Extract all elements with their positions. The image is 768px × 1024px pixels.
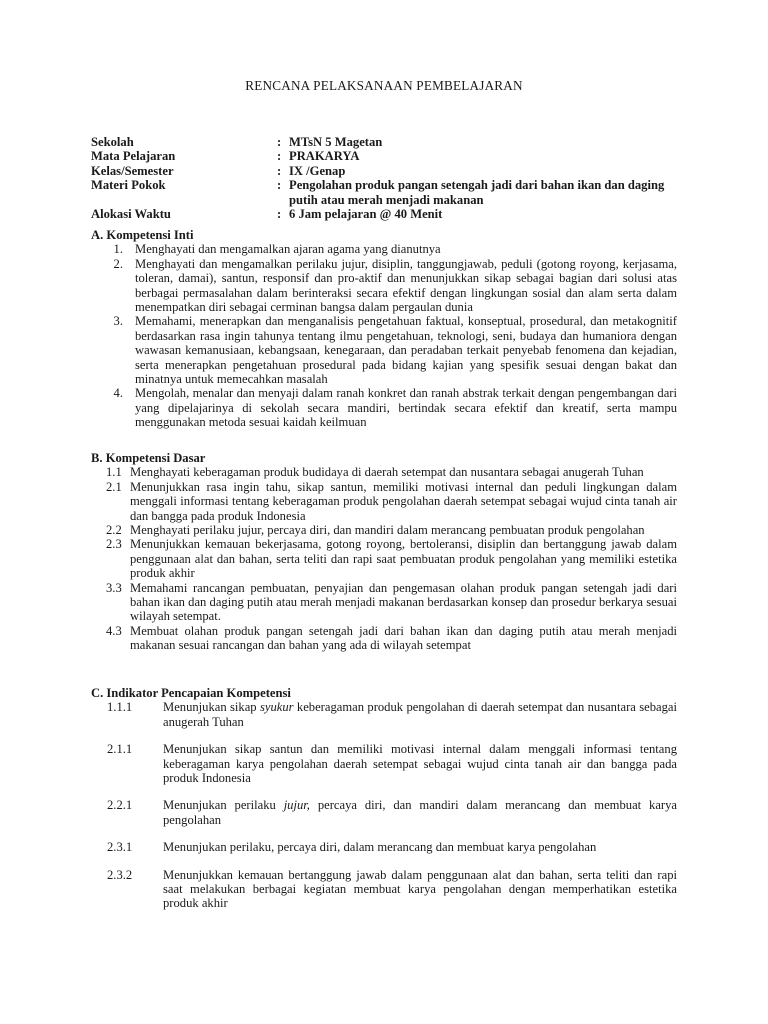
list-number: 2.1.1 [107,742,133,757]
list-number: 2.3.1 [107,840,133,855]
section-heading: A. Kompetensi Inti [91,228,194,242]
text-run: Menunjukan perilaku, percaya diri, dalam merancang dan membuat karya pengolahan [163,840,597,855]
list-text: Menghayati dan mengamalkan ajaran agama yang dianutnya [135,242,441,257]
list-text: Menunjukkan kemauan bekerjasama, gotong royong, bertoleransi, disiplin dan bertanggung jawab dalam penggunaan alat dan bahan, serta teliti dan rapi saat pembuatan produk pengolahan yang memiliki estetika produk akhir [130,537,677,581]
meta-colon: : [277,178,282,193]
meta-colon: : [277,163,282,178]
list-text: Menghayati perilaku jujur, percaya diri, dan mandiri dalam merancang pembuatan produk pengolahan [130,523,645,538]
meta-label: Materi Pokok [91,178,166,193]
italic-word: jujur, [283,798,310,813]
list-number: 2.1 [106,479,122,494]
section-heading: C. Indikator Pencapaian Kompetensi [91,686,291,700]
list-number: 1. [113,242,123,257]
list-text [163,868,677,911]
section-kompetensi-dasar [91,451,677,653]
list-text [163,840,677,854]
meta-row-class [91,164,691,178]
list-item [91,537,677,580]
section-heading: B. Kompetensi Dasar [91,451,206,465]
page-title: RENCANA PELAKSANAAN PEMBELAJARAN [245,78,523,93]
list-number: 3. [113,314,123,329]
list-item [91,257,677,315]
text-run: Menunjukan sikap santun dan memiliki motivasi internal dalam menggali informasi tentang keberagaman karya pengolahan daerah setempat sebagai wujud cinta tanah air dan bangga pada produk Indonesia [163,742,677,786]
list-number: 1.1 [106,465,122,480]
list-number: 2.2.1 [107,798,133,813]
list-text: Menghayati keberagaman produk budidaya di daerah setempat dan nusantara sebagai anugerah Tuhan [130,465,644,480]
meta-colon: : [277,149,282,164]
meta-value: Pengolahan produk pangan setengah jadi dari bahan ikan dan daging putih atau merah menjadi makanan [289,178,665,207]
list-number: 2.3.2 [107,867,133,882]
list-item [91,465,677,479]
list-number: 2.3 [106,537,122,552]
text-run: Menunjukan perilaku [163,798,284,813]
list-text: Menghayati dan mengamalkan perilaku jujur, disiplin, tanggungjawab, peduli (gotong royong, kerjasama, toleran, damai), santun, responsif dan pro-aktif dan menunjukkan sikap sebagai bagian dari solusi atas berbagai permasalahan dalam berinteraksi secara efektif dengan lingkungan sosial dan alam serta dalam menempatkan diri sebagai cerminan bangsa dalam pergaulan dunia [135,256,677,315]
list-item [91,798,677,827]
meta-value: 6 Jam pelajaran @ 40 Menit [289,207,443,222]
meta-colon: : [277,135,282,149]
meta-value: IX /Genap [289,163,346,178]
list-item [91,868,677,911]
meta-row-subject [91,149,691,163]
list-item [91,480,677,523]
meta-label: Kelas/Semester [91,163,174,178]
list-text: Menunjukkan rasa ingin tahu, sikap santun, memiliki motivasi internal dan peduli lingkungan dalam menggali informasi tentang keberagaman produk pengolahan daerah setempat sebagai wujud cinta tanah air dan bangga pada produk Indonesia [130,479,677,523]
list-item [91,624,677,653]
italic-word: syukur [259,700,294,715]
text-run: Menunjukkan kemauan bertanggung jawab dalam penggunaan alat dan bahan, serta teliti dan rapi saat melakukan berbagai kegiatan membuat karya pengolahan dengan memperhatikan estetika produk akhir [163,867,677,911]
text-run: percaya diri, dan mandiri dalam merancang dan membuat karya pengolahan [163,798,678,827]
list-item [91,242,677,256]
list-number: 2. [113,256,123,271]
meta-label: Sekolah [91,135,134,149]
section-indikator [91,686,677,924]
list-item [91,840,677,854]
list-text: Mengolah, menalar dan menyaji dalam ranah konkret dan ranah abstrak terkait dengan pengembangan dari yang dipelajarinya di sekolah secara mandiri, bertindak secara efektif dan kreatif, serta mampu menggunakan metoda sesuai kaidah keilmuan [135,386,677,430]
text-run: Menunjukan sikap [163,700,260,715]
meta-colon: : [277,207,282,222]
list-text [163,742,677,785]
list-item [91,700,677,729]
list-number: 4. [113,386,123,401]
list-number: 3.3 [106,580,122,595]
meta-row-school [91,135,691,149]
meta-row-topic [91,178,691,207]
list-text: Membuat olahan produk pangan setengah jadi dari bahan ikan dan daging putih atau merah menjadi makanan sesuai rancangan dan bahan yang ada di wilayah setempat [130,623,677,653]
meta-value: MTsN 5 Magetan [289,135,383,149]
text-run: keberagaman produk pengolahan di daerah setempat dan nusantara sebagai anugerah Tuhan [163,700,677,729]
list-text [163,700,677,729]
meta-value: PRAKARYA [289,149,360,164]
list-number: 2.2 [106,523,122,538]
meta-label: Alokasi Waktu [91,207,171,222]
list-text: Memahami, menerapkan dan menganalisis pengetahuan faktual, konseptual, prosedural, dan metakognitif berdasarkan rasa ingin tahunya tentang ilmu pengetahuan, teknologi, seni, budaya dan humaniora dengan wawasan kemanusiaan, kebangsaan, kenegaraan, dan peradaban terkait penyebab fenomena dan kejadian, serta menerapkan pengetahuan prosedural pada bidang kajian yang spesifik sesuai dengan bakat dan minatnya untuk memecahkan masalah [135,314,677,387]
list-item [91,742,677,785]
section-kompetensi-inti [91,228,677,430]
list-text: Memahami rancangan pembuatan, penyajian dan pengemasan olahan produk pangan setengah jadi dari bahan ikan dan daging putih atau merah menjadi makanan berdasarkan konsep dan prosedur berkarya sesuai wilayah setempat. [130,580,677,624]
list-item [91,386,677,429]
meta-label: Mata Pelajaran [91,149,176,164]
list-number: 1.1.1 [107,700,133,715]
list-item [91,581,677,624]
list-item [91,314,677,386]
list-number: 4.3 [106,623,122,638]
meta-row-time [91,207,691,221]
list-text [163,798,677,827]
identity-table [91,135,691,221]
list-item [91,523,677,537]
